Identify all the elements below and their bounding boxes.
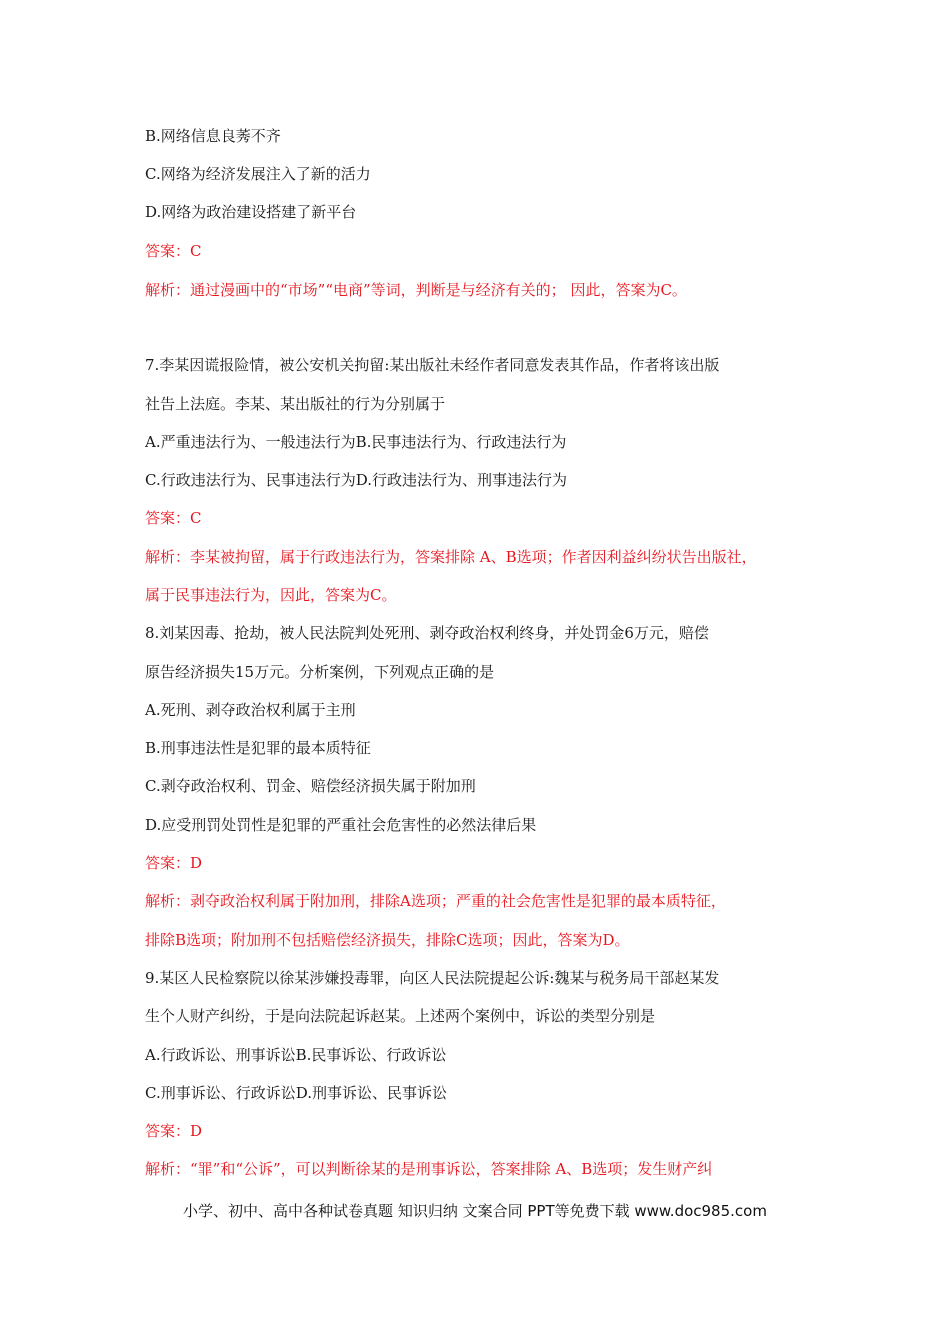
q8-option-c: C.剥夺政治权利、罚金、赔偿经济损失属于附加刑 bbox=[145, 777, 476, 795]
q6-option-b: B.网络信息良莠不齐 bbox=[145, 127, 281, 145]
q8-stem-line1: 8.刘某因毒、抢劫，被人民法院判处死刑、剥夺政治权利终身，并处罚金6万元，赔偿 bbox=[145, 624, 709, 642]
q9-answer: 答案：D bbox=[145, 1122, 203, 1140]
q8-answer: 答案：D bbox=[145, 854, 203, 872]
q8-stem-line2: 原告经济损失15万元。分析案例，下列观点正确的是 bbox=[145, 663, 495, 681]
q8-option-d: D.应受刑罚处罚性是犯罪的严重社会危害性的必然法律后果 bbox=[145, 816, 537, 834]
q8-option-a: A.死刑、剥夺政治权利属于主刑 bbox=[145, 701, 356, 719]
q7-stem-line2: 社告上法庭。李某、某出版社的行为分别属于 bbox=[145, 395, 446, 413]
q7-options-cd: C.行政违法行为、民事违法行为D.行政违法行为、刑事违法行为 bbox=[145, 471, 567, 489]
q9-options-ab: A.行政诉讼、刑事诉讼B.民事诉讼、行政诉讼 bbox=[145, 1046, 447, 1064]
q6-option-c: C.网络为经济发展注入了新的活力 bbox=[145, 165, 371, 183]
q9-options-cd: C.刑事诉讼、行政诉讼D.刑事诉讼、民事诉讼 bbox=[145, 1084, 447, 1102]
q9-analysis-line1: 解析：“罪”和“公诉”，可以判断徐某的是刑事诉讼，答案排除 A、B选项；发生财产纠 bbox=[145, 1160, 713, 1178]
q6-analysis: 解析：通过漫画中的“市场”“电商”等词，判断是与经济有关的； 因此，答案为C。 bbox=[145, 281, 687, 299]
q7-analysis-line2: 属于民事违法行为，因此，答案为C。 bbox=[145, 586, 397, 604]
q8-option-b: B.刑事违法性是犯罪的最本质特征 bbox=[145, 739, 371, 757]
q6-answer: 答案：C bbox=[145, 242, 202, 260]
q7-options-ab: A.严重违法行为、一般违法行为B.民事违法行为、行政违法行为 bbox=[145, 433, 567, 451]
q7-analysis-line1: 解析：李某被拘留，属于行政违法行为，答案排除 A、B选项；作者因利益纠纷状告出版社， bbox=[145, 548, 757, 566]
q9-stem-line1: 9.某区人民检察院以徐某涉嫌投毒罪，向区人民法院提起公诉:魏某与税务局干部赵某发 bbox=[145, 969, 720, 987]
q7-stem-line1: 7.李某因谎报险情，被公安机关拘留:某出版社未经作者同意发表其作品，作者将该出版 bbox=[145, 356, 720, 374]
q7-answer: 答案：C bbox=[145, 509, 202, 527]
q8-analysis-line2: 排除B选项；附加刑不包括赔偿经济损失，排除C选项；因此，答案为D。 bbox=[145, 931, 630, 949]
q9-stem-line2: 生个人财产纠纷，于是向法院起诉赵某。上述两个案例中，诉讼的类型分别是 bbox=[145, 1007, 656, 1025]
q6-option-d: D.网络为政治建设搭建了新平台 bbox=[145, 203, 357, 221]
q8-analysis-line1: 解析：剥夺政治权利属于附加刑，排除A选项；严重的社会危害性是犯罪的最本质特征， bbox=[145, 892, 726, 910]
page-footer: 小学、初中、高中各种试卷真题 知识归纳 文案合同 PPT等免费下载 www.doc985.com bbox=[183, 1202, 767, 1220]
